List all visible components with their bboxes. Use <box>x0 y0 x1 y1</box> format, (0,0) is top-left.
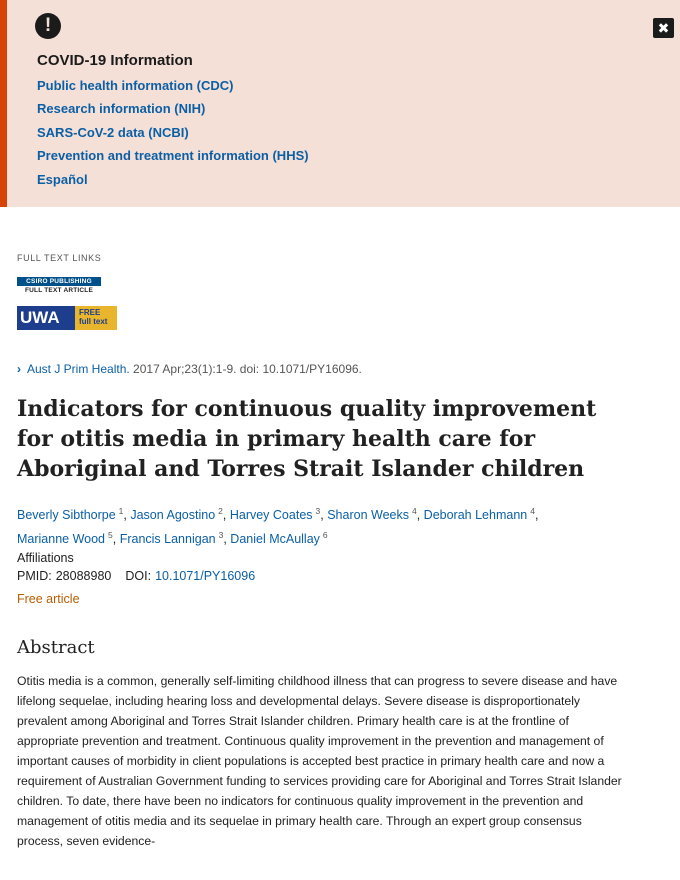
identifiers <box>17 569 255 583</box>
uwa-free-full-text-link[interactable] <box>17 306 117 330</box>
author-affiliation-number[interactable]: 6 <box>322 530 328 541</box>
doi-label: DOI: <box>125 569 152 583</box>
chevron-right-icon: › <box>17 362 21 376</box>
uwa-full-text-label: full text <box>79 317 108 326</box>
csiro-logo-bottom: FULL TEXT ARTICLE <box>24 287 94 294</box>
pmid-label: PMID: <box>17 569 52 583</box>
free-article-badge: Free article <box>17 592 80 606</box>
journal-link[interactable]: Aust J Prim Health. <box>27 362 130 376</box>
doi-link[interactable]: 10.1071/PY16096 <box>155 569 256 583</box>
author-link[interactable]: Deborah Lehmann <box>423 508 528 523</box>
link-cdc[interactable]: Public health information (CDC) <box>37 78 234 93</box>
author-list: Beverly Sibthorpe $^1$, Jason Agostino $^2$, Harvey Coates $^3$, Sharon Weeks $^4$, Deborah Lehmann $^4$, Marianne Wood $^5$, Francis Lannigan $^3$, Daniel McAullay $^6$ <box>17 506 539 547</box>
link-ncbi[interactable]: SARS-CoV-2 data (NCBI) <box>37 124 189 140</box>
author-affiliation-number[interactable]: 5 <box>108 530 113 541</box>
author-affiliation-number[interactable]: 3 <box>315 506 321 516</box>
citation <box>17 362 362 376</box>
affiliations-toggle[interactable]: Affiliations <box>17 551 74 565</box>
link-espanol[interactable]: Español <box>37 171 88 187</box>
uwa-free-label: FREE <box>79 308 101 317</box>
abstract-text: Otitis media is a common, generally self-limiting childhood illness that can progress to severe disease and have lifelong sequelae, including hearing loss and developmental delays. Severe disease is disproportionately prevalent among Aboriginal and Torres Strait Islander children. Primary health care is at the frontline of appropriate prevention and treatment. Continuous quality improvement in the prevention and management of important causes of morbidity in client populations is accepted best practice in primary health care and now a requirement of Australian Government funding to services providing care for Aboriginal and Torres Strait Islander children. To date, there have been no indicators for continuous quality improvement in the prevention and management of otitis media and its sequelae in primary health care. Through an expert group consensus process, seven evidence- <box>17 674 622 848</box>
author-link[interactable]: Harvey Coates <box>229 508 313 523</box>
abstract-heading: Abstract <box>17 637 95 658</box>
citation-details: 2017 Apr;23(1):1-9. doi: 10.1071/PY16096. <box>133 362 362 376</box>
author-affiliation-number[interactable]: 2 <box>218 506 223 516</box>
full-text-links-label: FULL TEXT LINKS <box>17 253 102 263</box>
link-nih[interactable]: Research information (NIH) <box>37 101 206 117</box>
covid-banner <box>0 0 680 207</box>
uwa-free-badge <box>75 306 117 330</box>
alert-icon: ! <box>35 13 61 39</box>
csiro-full-text-link[interactable] <box>17 277 101 296</box>
author-affiliation-number[interactable]: 1 <box>118 506 124 516</box>
author-link[interactable]: Daniel McAullay <box>230 532 320 547</box>
banner-link-list <box>37 77 309 194</box>
author-affiliation-number[interactable]: 3 <box>218 530 224 541</box>
author-affiliation-number[interactable]: 4 <box>530 506 535 516</box>
csiro-logo-top: CSIRO PUBLISHING <box>17 277 101 286</box>
author-link[interactable]: Beverly Sibthorpe <box>17 508 116 523</box>
article-title: Indicators for continuous quality improvement for otitis media in primary health care for Aboriginal and Torres Strait Islander children <box>17 396 597 482</box>
author-link[interactable]: Jason Agostino <box>130 508 216 523</box>
author-link[interactable]: Francis Lannigan <box>119 532 216 547</box>
pmid-value: 28088980 <box>55 569 112 583</box>
author-link[interactable]: Sharon Weeks <box>327 508 409 523</box>
uwa-logo: UWA <box>17 306 75 330</box>
author-affiliation-number[interactable]: 4 <box>411 506 417 516</box>
close-banner-button[interactable]: ✖ <box>653 18 674 38</box>
banner-title: COVID-19 Information <box>37 52 193 69</box>
link-hhs[interactable]: Prevention and treatment information (HHS) <box>37 148 309 164</box>
author-link[interactable]: Marianne Wood <box>17 532 106 547</box>
